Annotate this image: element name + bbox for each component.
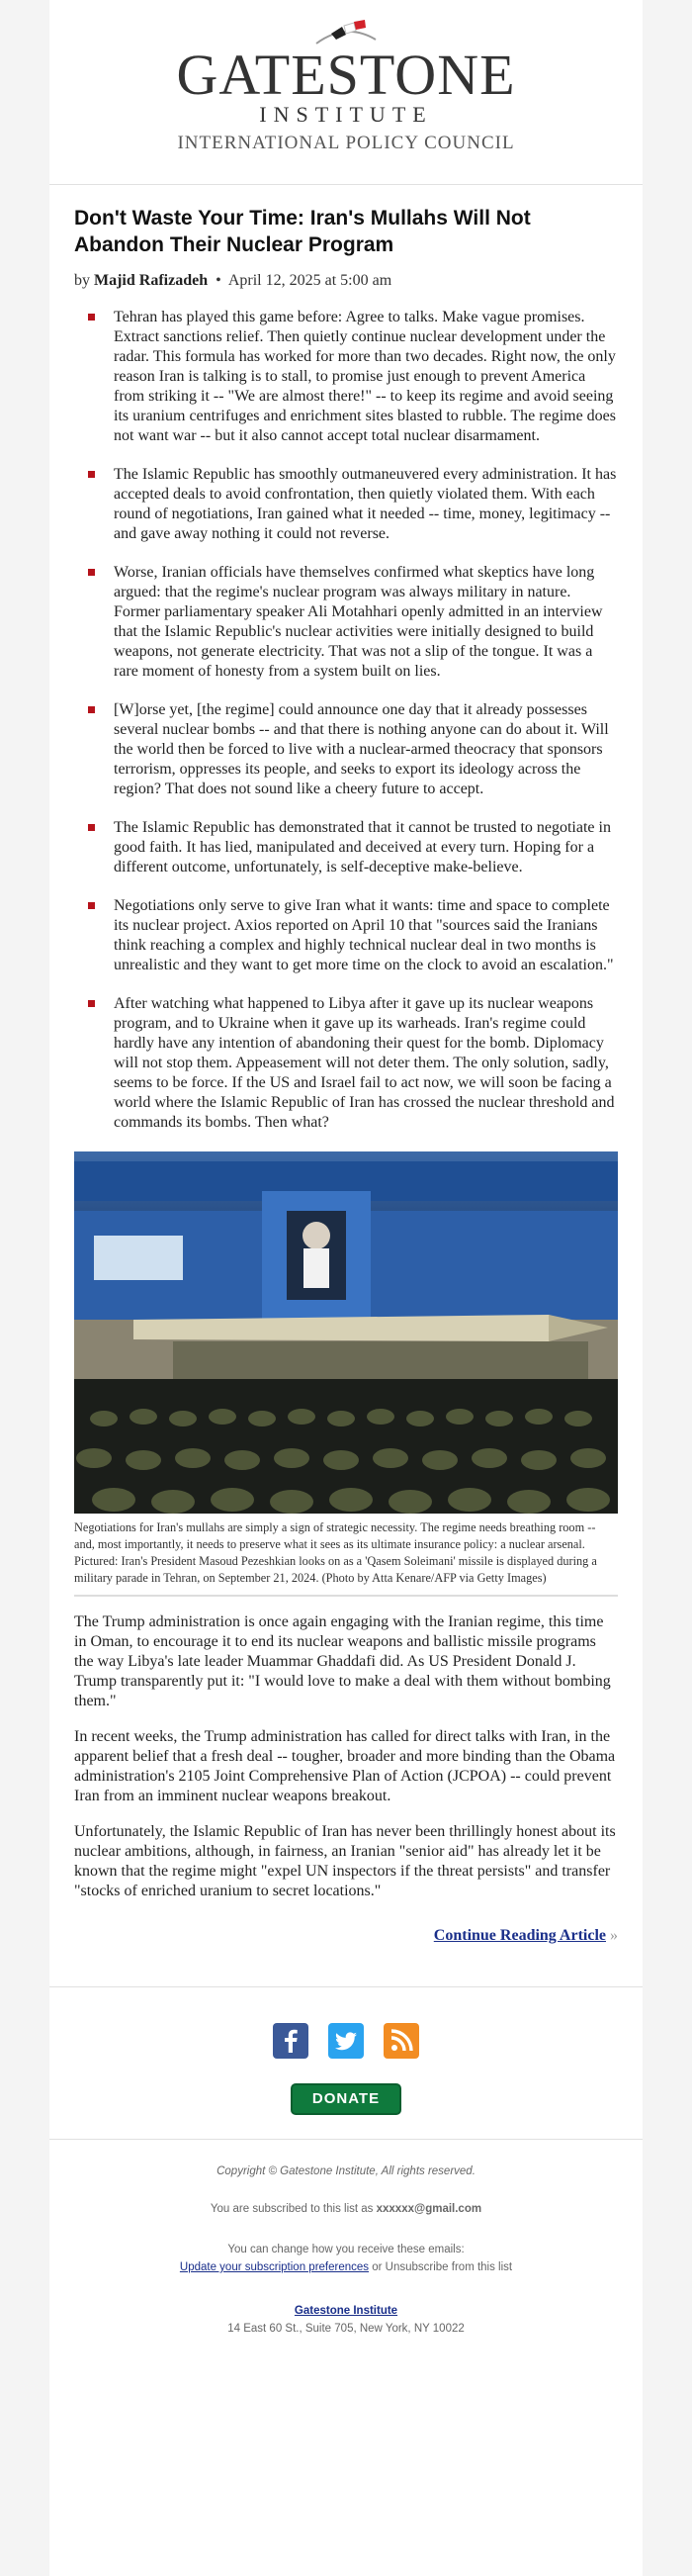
continue-arrow-icon: »	[610, 1927, 618, 1944]
bullet-square-icon	[88, 902, 95, 909]
article-photo[interactable]	[74, 1151, 618, 1514]
bullet-item	[88, 896, 618, 975]
facebook-icon[interactable]	[273, 2023, 308, 2064]
bullet-text: Worse, Iranian officials have themselves confirmed what skeptics have long argued: that the regime's nuclear program was always military in nature. Former parliamentary speaker Ali Motahhari openly admitted in an interview that the Islamic Republic's nuclear activities were initially designed to build weapons, not generate electricity. That was not a slip of the tongue. It was a rare moment of honesty from a system built on lies.	[114, 564, 603, 680]
logo-subtitle: INSTITUTE	[259, 102, 433, 127]
logo-tagline: INTERNATIONAL POLICY COUNCIL	[177, 133, 515, 153]
byline-prefix: by	[74, 272, 90, 289]
bullet-square-icon	[88, 706, 95, 713]
article-title[interactable]: Don't Waste Your Time: Iran's Mullahs Will Not Abandon Their Nuclear Program	[74, 207, 531, 256]
article	[49, 185, 643, 1945]
photo-caption: Negotiations for Iran's mullahs are simply a sign of strategic necessity. The regime needs breathing room -- and, most importantly, it needs to preserve what it sees as its ultimate insurance policy: a nuclear arsenal. Pictured: Iran's President Masoud Pezeshkian looks on as a 'Qasem Soleimani' missile is displayed during a military parade in Tehran, on September 21, 2024. (Photo by Atta Kenare/AFP via Getty Images)	[74, 1519, 618, 1597]
bullet-text: After watching what happened to Libya after it gave up its nuclear weapons program, and to Ukraine when it gave up its warheads. Iran's regime could hardly have any intention of abandoning their quest for the bomb. Diplomacy will not stop them. Appeasement will not deter them. The only solution, sadly, seems to be force. If the US and Israel fail to act now, we will soon be facing a world where the Islamic Republic of Iran has crossed the nuclear threshold and commands its bombs. Then what?	[114, 995, 615, 1131]
header	[49, 0, 643, 185]
bullet-text: The Islamic Republic has demonstrated that it cannot be trusted to negotiate in good faith. It has lied, manipulated and deceived at every turn. Hoping for a different outcome, unfortunately, is self-deceptive make-believe.	[114, 819, 611, 875]
donate-section	[49, 2083, 643, 2115]
twitter-icon[interactable]	[328, 2023, 364, 2064]
bullet-item	[88, 818, 618, 877]
bullet-text: [W]orse yet, [the regime] could announce one day that it already possesses several nuclear bombs -- and that there is nothing anyone can do about it. Will the world then be forced to live with a nuclear-armed theocracy that sponsors terrorism, oppresses its people, and seeks to export its ideology across the region? That does not sound like a cheery future to accept.	[114, 701, 609, 797]
bullet-item	[88, 465, 618, 544]
bullet-text: The Islamic Republic has smoothly outmaneuvered every administration. It has accepted deals to avoid confrontation, then quietly violated them. With each round of negotiations, Iran gained what it needed -- time, money, legitimacy -- and gave away nothing it could not reverse.	[114, 466, 617, 542]
continue-reading-link[interactable]: Continue Reading Article	[433, 1927, 606, 1944]
article-date: April 12, 2025 at 5:00 am	[227, 272, 392, 289]
bullet-text: Negotiations only serve to give Iran what it wants: time and space to complete its nuclear project. Axios reported on April 10 that "sources said the Iranians think reaching a complex and highly technical nuclear deal in two months is unrealistic and they want to get more time on the clock to avoid an escalation."	[114, 897, 614, 973]
bullet-square-icon	[88, 314, 95, 321]
subscriber-email: xxxxxx@gmail.com	[376, 2203, 482, 2215]
bullet-item	[88, 563, 618, 682]
donate-button[interactable]: DONATE	[291, 2083, 401, 2115]
change-text: You can change how you receive these emails:	[227, 2244, 465, 2255]
update-preferences-link[interactable]: Update your subscription preferences	[179, 2261, 370, 2273]
footer	[49, 2140, 643, 2338]
copyright-text: Copyright © Gatestone Institute, All rights reserved.	[216, 2165, 476, 2177]
bullet-square-icon	[88, 569, 95, 576]
bullet-text: Tehran has played this game before: Agree to talks. Make vague promises. Extract sanctions relief. Then quietly continue nuclear development under the radar. This formula has worked for more than two decades. Right now, the only reason Iran is talking is to stall, to promise just enough to prevent America from striking it -- "We are almost there!" -- to keep its regime and avoid seeing its uranium centrifuges and enrichment sites blasted to rubble. The regime does not want war -- but it also cannot accept total nuclear disarmament.	[114, 309, 617, 444]
email-container	[49, 0, 643, 2576]
bullet-square-icon	[88, 471, 95, 478]
social-links	[49, 1987, 643, 2064]
subscribed-text: You are subscribed to this list as	[210, 2203, 374, 2215]
org-name-link[interactable]: Gatestone Institute	[294, 2305, 398, 2317]
logo-title: GATESTONE	[176, 43, 516, 107]
org-address: 14 East 60 St., Suite 705, New York, NY 10022	[227, 2323, 465, 2335]
continue-reading	[74, 1927, 618, 1945]
byline-separator: •	[216, 272, 221, 289]
body-paragraph: Unfortunately, the Islamic Republic of Iran has never been thrillingly honest about its nuclear ambitions, although, in fairness, an Iranian "senior aid" has already let it be known that the regime might "expel UN inspectors if the threat persists" and transfer "stocks of enriched uranium to secret locations."	[74, 1823, 616, 1899]
bullet-item	[88, 308, 618, 446]
summary-bullets	[74, 308, 618, 1133]
body-paragraph: In recent weeks, the Trump administration has called for direct talks with Iran, in the apparent belief that a fresh deal -- tougher, broader and more binding than the Obama administration's 2105 Joint Comprehensive Plan of Action (JCPOA) -- could prevent Iran from an imminent nuclear weapons breakout.	[74, 1728, 616, 1804]
bullet-square-icon	[88, 824, 95, 831]
bullet-item	[88, 700, 618, 799]
rss-icon[interactable]	[384, 2023, 419, 2064]
unsubscribe-text[interactable]: or Unsubscribe from this list	[372, 2261, 513, 2273]
bullet-square-icon	[88, 1000, 95, 1007]
byline	[74, 272, 618, 290]
author-name: Majid Rafizadeh	[94, 272, 209, 289]
bullet-item	[88, 994, 618, 1133]
body-paragraph: The Trump administration is once again engaging with the Iranian regime, this time in Oman, to encourage it to end its nuclear weapons and ballistic missile programs the way Libya's late leader Muammar Ghaddafi did. As US President Donald J. Trump transparently put it: "I would love to make a deal with them without bombing them."	[74, 1613, 611, 1709]
